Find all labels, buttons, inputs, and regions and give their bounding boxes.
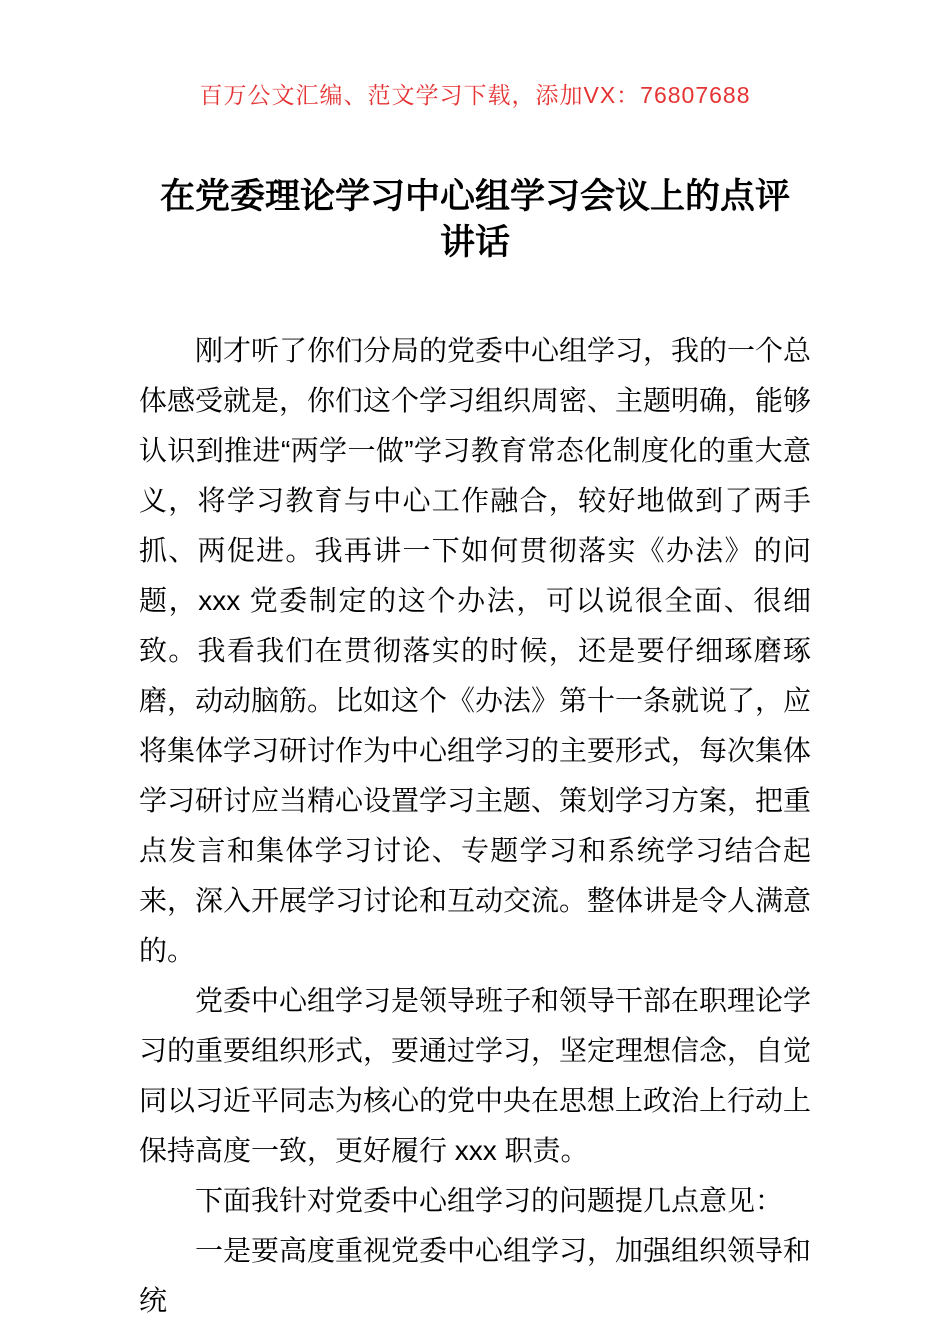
- header-promo-note: 百万公文汇编、范文学习下载，添加VX：76807688: [199, 82, 751, 108]
- paragraph-3: 下面我针对党委中心组学习的问题提几点意见：: [195, 1185, 784, 1216]
- document-title: [0, 174, 950, 266]
- paragraph-4: 一是要高度重视党委中心组学习，加强组织领导和统: [139, 1235, 812, 1316]
- paragraph-1: 刚才听了你们分局的党委中心组学习，我的一个总体感受就是，你们这个学习组织周密、主题明确，能够认识到推进“两学一做”学习教育常态化制度化的重大意义，将学习教育与中心工作融合，较好地做到了两手抓、两促进。我再讲一下如何贯彻落实《办法》的问题，xxx 党委制定的这个办法，可以说很全面、很细致。我看我们在贯彻落实的时候，还是要仔细琢磨琢磨，动动脑筋。比如这个《办法》第十一条就说了，应将集体学习研讨作为中心组学习的主要形式，每次集体学习研讨应当精心设置学习主题、策划学习方案，把重点发言和集体学习讨论、专题学习和系统学习结合起来，深入开展学习讨论和互动交流。整体讲是令人满意的。: [139, 335, 812, 966]
- document-title-line-1: 在党委理论学习中心组学习会议上的点评: [159, 177, 790, 216]
- document-title-line-2: 讲话: [439, 223, 510, 262]
- document-body: [139, 326, 811, 1326]
- paragraph-2: 党委中心组学习是领导班子和领导干部在职理论学习的重要组织形式，要通过学习，坚定理想信念，自觉同以习近平同志为核心的党中央在思想上政治上行动上保持高度一致，更好履行 xxx 职责。: [139, 985, 812, 1166]
